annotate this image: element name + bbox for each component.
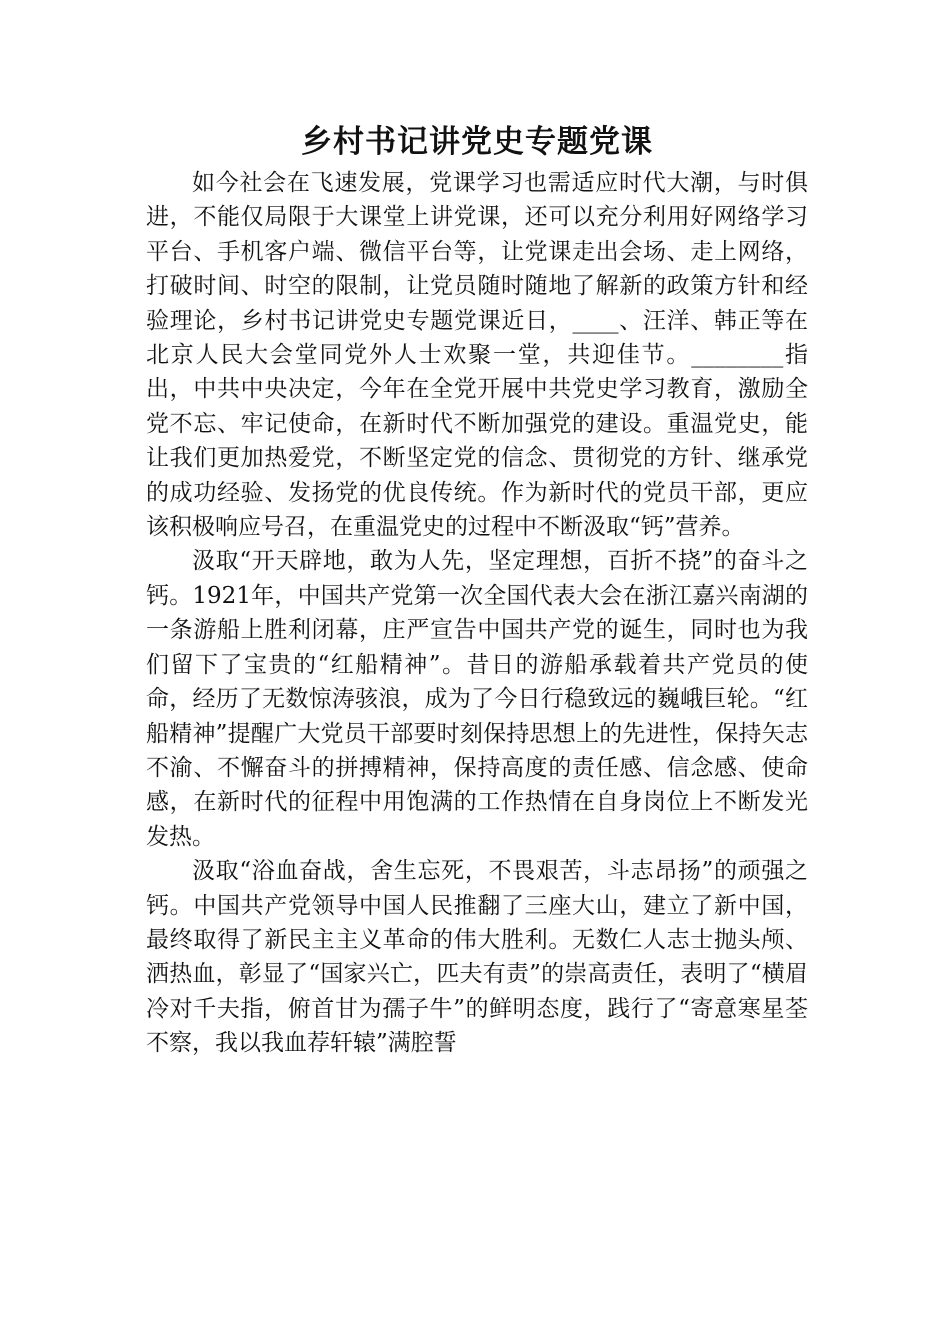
paragraph-intro: 如今社会在飞速发展，党课学习也需适应时代大潮，与时俱进，不能仅局限于大课堂上讲党课，还可以充分利用好网络学习平台、手机客户端、微信平台等，让党课走出会场、走上网络，打破时间、时空的限制，让党员随时随地了解新的政策方针和经验理论，乡村书记讲党史专题党课近日，____、汪洋、韩正等在北京人民大会堂同党外人士欢聚一堂，共迎佳节。________指出，中共中央决定，今年在全党开展中共党史学习教育，激励全党不忘、牢记使命，在新时代不断加强党的建设。重温党史，能让我们更加热爱党，不断坚定党的信念、贯彻党的方针、继承党的成功经验、发扬党的优良传统。作为新时代的党员干部，更应该积极响应号召，在重温党史的过程中不断汲取“钙”营养。 (146, 170, 808, 541)
document-title: 乡村书记讲党史专题党课 (301, 124, 653, 160)
paragraph-struggle-calcium: 汲取“开天辟地，敢为人先，坚定理想，百折不挠”的奋斗之钙。1921年，中国共产党第一次全国代表大会在浙江嘉兴南湖的一条游船上胜利闭幕，庄严宣告中国共产党的诞生，同时也为我们留下了宝贵的“红船精神”。昔日的游船承载着共产党员的使命，经历了无数惊涛骇浪，成为了今日行稳致远的巍峨巨轮。“红船精神”提醒广大党员干部要时刻保持思想上的先进性，保持矢志不渝、不懈奋斗的拼搏精神，保持高度的责任感、信念感、使命感，在新时代的征程中用饱满的工作热情在自身岗位上不断发光发热。 (146, 548, 808, 850)
paragraph-tenacity-calcium: 汲取“浴血奋战，舍生忘死，不畏艰苦，斗志昂扬”的顽强之钙。中国共产党领导中国人民推翻了三座大山，建立了新中国，最终取得了新民主主义革命的伟大胜利。无数仁人志士抛头颅、洒热血，彰显了“国家兴亡，匹夫有责”的崇高责任，表明了“横眉冷对千夫指，俯首甘为孺子牛”的鲜明态度，践行了“寄意寒星荃不察，我以我血荐轩辕”满腔誓 (146, 858, 808, 1057)
document-body (146, 118, 808, 1061)
